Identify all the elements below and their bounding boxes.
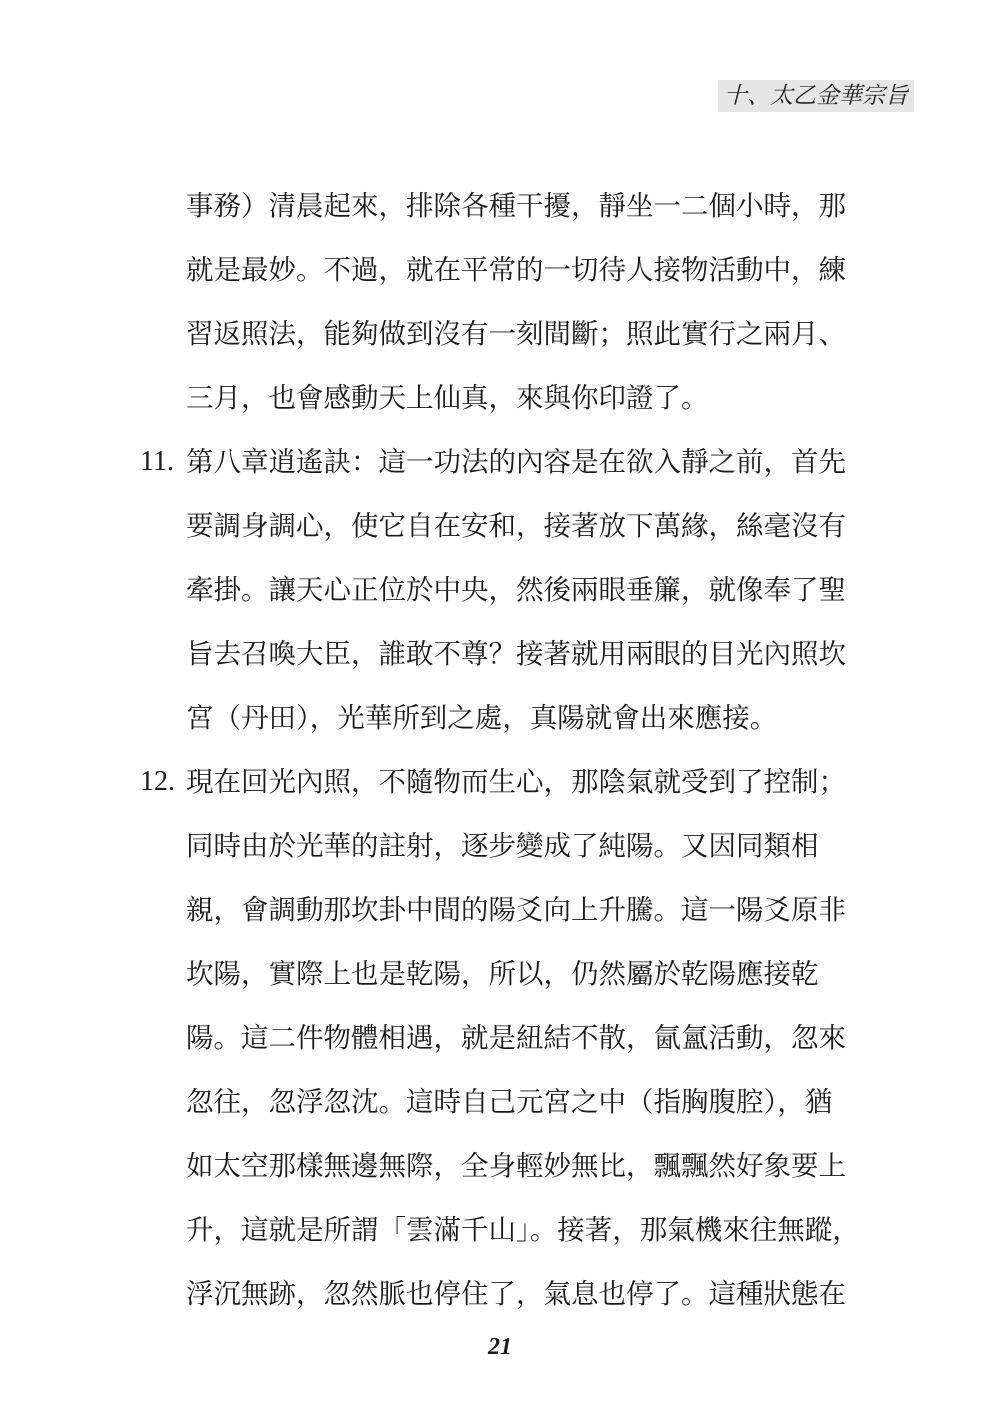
text-line: 浮沉無跡，忽然脈也停住了，氣息也停了。這種狀態在 — [186, 1278, 846, 1310]
text-line: 旨去召喚大臣，誰敢不尊？接著就用兩眼的目光內照坎 — [186, 638, 846, 670]
running-header — [718, 80, 914, 112]
text-line: 如太空那樣無邊無際，全身輕妙無比，飄飄然好象要上 — [186, 1150, 846, 1182]
page-number: 21 — [488, 1334, 512, 1360]
text-line: 就是最妙。不過，就在平常的一切待人接物活動中，練 — [186, 254, 846, 286]
text-line: 習返照法，能夠做到沒有一刻間斷；照此實行之兩月、 — [186, 318, 846, 350]
text-line: 事務）清晨起來，排除各種干擾，靜坐一二個小時，那 — [186, 190, 846, 222]
text-line: 宮（丹田），光華所到之處，真陽就會出來應接。 — [186, 702, 778, 734]
text-line: 現在回光內照，不隨物而生心，那陰氣就受到了控制； — [186, 766, 846, 798]
text-line: 升，這就是所謂「雲滿千山」。接著，那氣機來往無蹤， — [186, 1214, 860, 1246]
text-line: 要調身調心，使它自在安和，接著放下萬緣，絲毫沒有 — [186, 510, 846, 542]
text-line: 牽掛。讓天心正位於中央，然後兩眼垂簾，就像奉了聖 — [186, 574, 846, 606]
text-line: 第八章逍遙訣：這一功法的內容是在欲入靜之前，首先 — [186, 446, 846, 478]
text-line: 三月，也會感動天上仙真，來與你印證了。 — [186, 382, 709, 414]
list-item-number: 12. — [140, 766, 175, 797]
text-line: 坎陽，實際上也是乾陽，所以，仍然屬於乾陽應接乾 — [186, 958, 819, 990]
text-line: 忽往，忽浮忽沈。這時自己元宮之中（指胸腹腔），猶 — [186, 1086, 833, 1118]
chapter-title: 十、太乙金華宗旨 — [724, 83, 908, 109]
text-line: 同時由於光華的註射，逐步變成了純陽。又因同類相 — [186, 830, 819, 862]
text-line: 親，會調動那坎卦中間的陽爻向上升騰。這一陽爻原非 — [186, 894, 846, 926]
list-item-number: 11. — [140, 446, 174, 477]
text-line: 陽。這二件物體相遇，就是紐結不散，氤氳活動，忽來 — [186, 1022, 846, 1054]
